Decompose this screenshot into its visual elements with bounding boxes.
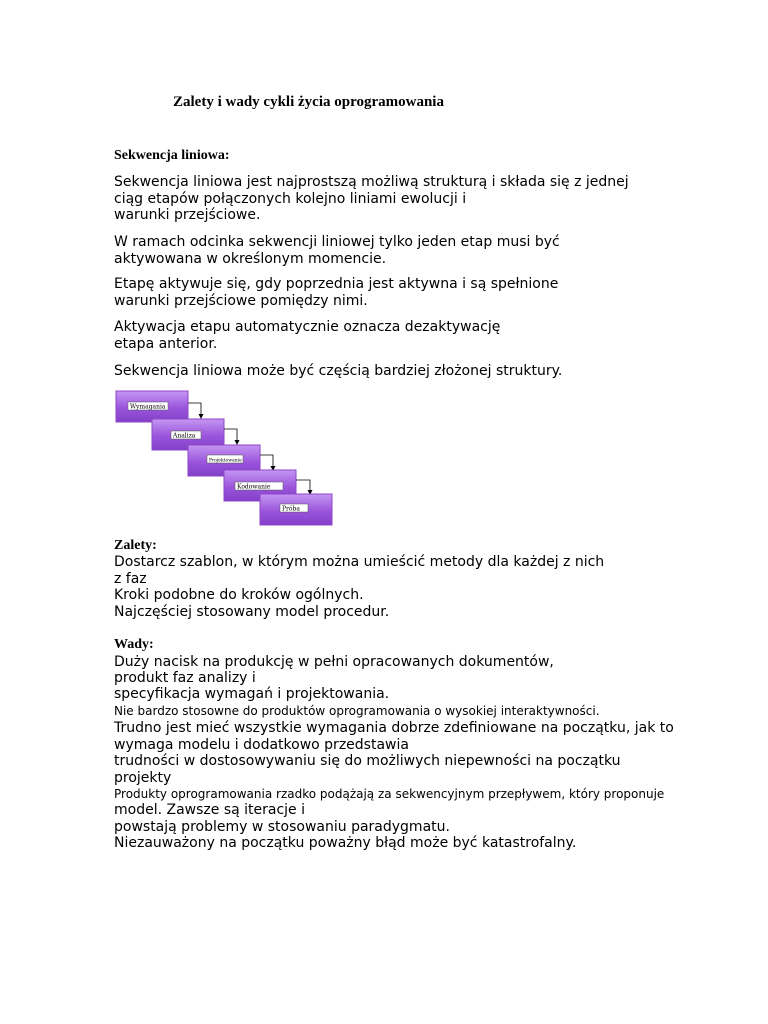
diagram-step-label: Analiza xyxy=(173,432,196,440)
disadvantage-line: Nie bardzo stosowne do produktów oprogramowania o wysokiej interaktywności. xyxy=(114,704,600,718)
diagram-arrow xyxy=(188,403,201,415)
diagram-arrow xyxy=(260,455,273,467)
diagram-step-label: Wymagania xyxy=(130,403,166,411)
paragraph-line: Sekwencja liniowa jest najprostszą możliwą strukturą i składa się z jednej xyxy=(114,174,629,190)
paragraph-line: W ramach odcinka sekwencji liniowej tylko jeden etap musi być xyxy=(114,234,560,250)
paragraph-line: Sekwencja liniowa może być częścią bardziej złożonej struktury. xyxy=(114,363,563,379)
diagram-arrowhead xyxy=(199,414,204,419)
disadvantage-line: wymaga modelu i dodatkowo przedstawia xyxy=(114,736,409,753)
waterfall-diagram xyxy=(114,389,334,527)
paragraph-line: etapa anterior. xyxy=(114,335,218,352)
diagram-arrow xyxy=(296,480,310,491)
diagram-step-1 xyxy=(116,391,188,422)
heading-disadvantages: Wady: xyxy=(114,637,154,652)
advantage-line: Najczęściej stosowany model procedur. xyxy=(114,603,390,620)
paragraph-line: aktywowana w określonym momencie. xyxy=(114,250,387,267)
heading-advantages: Zalety: xyxy=(114,538,157,553)
disadvantage-line: model. Zawsze są iteracje i xyxy=(114,802,306,818)
disadvantage-line: specyfikacja wymagań i projektowania. xyxy=(114,686,390,702)
document-title: Zalety i wady cykli życia oprogramowania xyxy=(173,94,444,110)
heading-linear-sequence: Sekwencja liniowa: xyxy=(114,148,230,163)
disadvantage-line: projekty xyxy=(114,769,172,786)
disadvantage-line: Produkty oprogramowania rzadko podążają za sekwencyjnym przepływem, który proponuje xyxy=(114,787,665,801)
advantage-line: Dostarcz szablon, w którym można umieścić metody dla każdej z nich xyxy=(114,554,605,570)
disadvantage-line: Niezauważony na początku poważny błąd może być katastrofalny. xyxy=(114,835,577,851)
paragraph-line: Aktywacja etapu automatycznie oznacza dezaktywację xyxy=(114,319,501,335)
paragraph-line: warunki przejściowe. xyxy=(114,207,261,223)
paragraph-line: warunki przejściowe pomiędzy nimi. xyxy=(114,292,368,309)
diagram-arrow xyxy=(224,429,237,441)
disadvantage-line: produkt faz analizy i xyxy=(114,670,256,686)
disadvantage-line: Duży nacisk na produkcję w pełni opracowanych dokumentów, xyxy=(114,654,554,670)
advantage-line: Kroki podobne do kroków ogólnych. xyxy=(114,587,364,603)
advantage-line: z faz xyxy=(114,570,147,587)
diagram-step-label: Projektowanie xyxy=(209,458,242,464)
paragraph-line: Etapę aktywuje się, gdy poprzednia jest aktywna i są spełnione xyxy=(114,276,559,292)
diagram-step-label: Kodowanie xyxy=(237,483,271,491)
paragraph-line: ciąg etapów połączonych kolejno liniami ewolucji i xyxy=(114,190,467,207)
disadvantage-line: Trudno jest mieć wszystkie wymagania dobrze zdefiniowane na początku, jak to xyxy=(114,720,674,736)
disadvantage-line: trudności w dostosowywaniu się do możliwych niepewności na początku xyxy=(114,753,621,769)
diagram-step-5 xyxy=(260,494,332,525)
diagram-arrowhead xyxy=(235,440,240,445)
disadvantage-line: powstają problemy w stosowaniu paradygmatu. xyxy=(114,818,450,835)
diagram-step-label: Próba xyxy=(282,505,300,513)
